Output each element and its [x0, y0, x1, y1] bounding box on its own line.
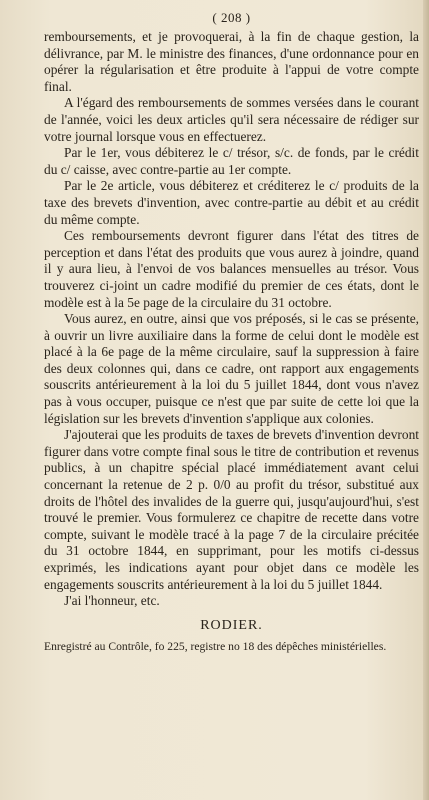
paragraph-2: A l'égard des remboursements de sommes versées dans le courant de l'année, voici les deux articles qu'il sera nécessaire de rédiger sur votre journal lorsque vous en effectuerez. [44, 95, 419, 144]
paragraph-1: remboursements, et je provoquerai, à la fin de chaque gestion, la délivrance, par M. le ministre des finances, d'une ordonnance pour en opérer la régularisation et être produite à l'appui de votre compte final. [44, 29, 419, 94]
paragraph-3: Par le 1er, vous débiterez le c/ trésor, s/c. de fonds, par le crédit du c/ caisse, avec contre-partie au 1er compte. [44, 145, 419, 177]
body-text [44, 29, 419, 593]
paragraph-7: J'ajouterai que les produits de taxes de brevets d'invention devront figurer dans votre compte final sous le titre de contribution et revenus publics, à un chapitre spécial placé immédiatement avant celui concernant la retenue de 2 p. 0/0 au profit du trésor, substitué aux droits de l'hôtel des invalides de la guerre qui, jusqu'aujourd'hui, s'est trouvé le premier. Vous formulerez ce chapitre de recette dans votre compte, suivant le modèle tracé à la page 7 de la circulaire précitée du 31 octobre 1844, en supprimant, pour les motifs ci-dessus exprimés, les indications ayant pour objet dans ce modèle les engagements souscrits antérieurement à la loi du 5 juillet 1844. [44, 427, 419, 592]
closing-line: J'ai l'honneur, etc. [64, 593, 160, 609]
paragraph-5: Ces remboursements devront figurer dans l'état des titres de perception et dans l'état des produits que vous aurez à joindre, quand il y aura lieu, à l'envoi de vos balances mensuelles au trésor. Vous trouverez ci-joint un cadre modifié du premier de ces états, dont le modèle est à la 5e page de la circulaire du 31 octobre. [44, 228, 419, 310]
paragraph-4: Par le 2e article, vous débiterez et créditerez le c/ produits de la taxe des brevets d'invention, avec contre-partie au débit et au crédit du même compte. [44, 178, 419, 227]
page-edge [423, 0, 429, 800]
paragraph-6: Vous aurez, en outre, ainsi que vos préposés, si le cas se présente, à ouvrir un livre auxiliaire dans la forme de celui dont le modèle est placé à la 6e page de la même circulaire, sauf la suppression à faire des deux colonnes qui, dans ce cadre, ont rapport aux engagements souscrits antérieurement à la loi du 5 juillet 1844, dont vous n'avez pas à vous occuper, puisque ce n'est que par suite de cette loi que la législation sur les brevets d'invention s'applique aux colonies. [44, 311, 419, 426]
page-number: ( 208 ) [212, 10, 251, 25]
signature: RODIER. [200, 617, 263, 633]
registration-note: Enregistré au Contrôle, fo 225, registre no 18 des dépêches ministérielles. [44, 639, 387, 653]
